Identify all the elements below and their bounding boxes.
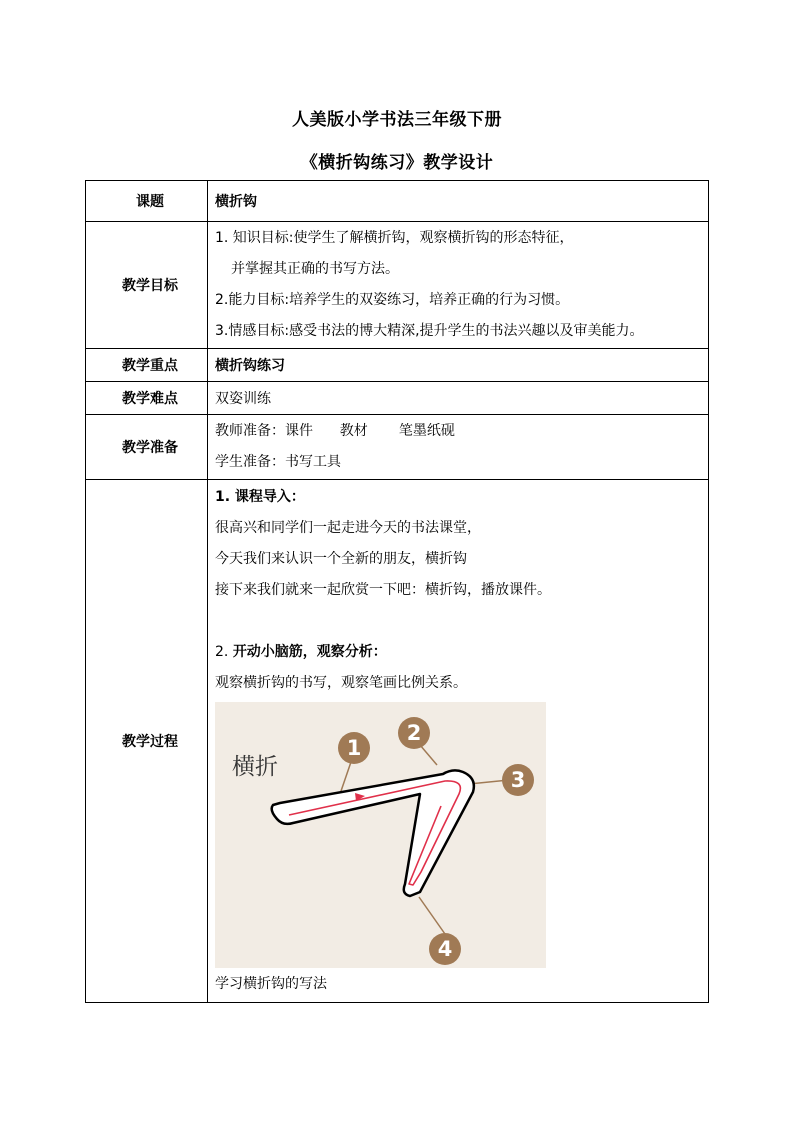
figure-caption: 学习横折钩的写法 xyxy=(215,976,327,992)
document-subtitle: 《横折钩练习》教学设计 xyxy=(300,153,494,173)
goal-line: 2.能力目标:培养学生的双姿练习，培养正确的行为习惯。 xyxy=(215,292,570,308)
table-row-topic xyxy=(86,181,709,222)
section-number: 2. xyxy=(215,644,233,660)
goal-line: 3.情感目标:感受书法的博大精深,提升学生的书法兴趣以及审美能力。 xyxy=(215,323,644,339)
intro-line: 接下来我们就来一起欣赏一下吧：横折钩，播放课件。 xyxy=(215,582,551,598)
student-preparation: 学生准备：书写工具 xyxy=(215,454,341,470)
table-row-difficulty xyxy=(86,382,709,415)
section-title: 开动小脑筋，观察分析： xyxy=(232,644,387,660)
document-title: 人美版小学书法三年级下册 xyxy=(292,110,502,130)
section-heading-2 xyxy=(215,637,708,668)
diagram-label: 横折 xyxy=(232,754,278,780)
key-point-label: 教学重点 xyxy=(86,349,208,382)
teacher-preparation: 教师准备：课件 教材 笔墨纸砚 xyxy=(215,423,455,439)
observe-line: 观察横折钩的书写，观察笔画比例关系。 xyxy=(215,675,467,691)
marker-4-label: 4 xyxy=(437,937,453,961)
process-label: 教学过程 xyxy=(86,480,208,1003)
difficulty-label: 教学难点 xyxy=(86,382,208,415)
lesson-plan-table xyxy=(85,180,709,1003)
preparation-cell xyxy=(208,415,709,480)
preparation-label: 教学准备 xyxy=(86,415,208,480)
goal-line: 并掌握其正确的书写方法。 xyxy=(231,261,399,277)
difficulty-value: 双姿训练 xyxy=(208,382,709,415)
process-cell xyxy=(208,480,709,1003)
intro-line: 很高兴和同学们一起走进今天的书法课堂， xyxy=(215,520,481,536)
intro-line: 今天我们来认识一个全新的朋友，横折钩 xyxy=(215,551,467,567)
diagram-background xyxy=(215,702,546,968)
goal-line: 1. 知识目标:使学生了解横折钩，观察横折钩的形态特征， xyxy=(215,230,574,246)
stroke-diagram xyxy=(215,702,546,968)
marker-3-label: 3 xyxy=(510,768,526,792)
key-point-value: 横折钩练习 xyxy=(208,349,709,382)
table-row-preparation xyxy=(86,415,709,480)
goals-cell xyxy=(208,222,709,349)
table-row-process xyxy=(86,480,709,1003)
spacer xyxy=(215,606,708,637)
topic-label: 课题 xyxy=(86,181,208,222)
marker-1-label: 1 xyxy=(346,736,362,760)
table-row-goals xyxy=(86,222,709,349)
marker-2-label: 2 xyxy=(406,721,422,745)
topic-value: 横折钩 xyxy=(208,181,709,222)
goals-label: 教学目标 xyxy=(86,222,208,349)
section-heading: 1. 课程导入： xyxy=(215,489,305,505)
table-row-key-point xyxy=(86,349,709,382)
